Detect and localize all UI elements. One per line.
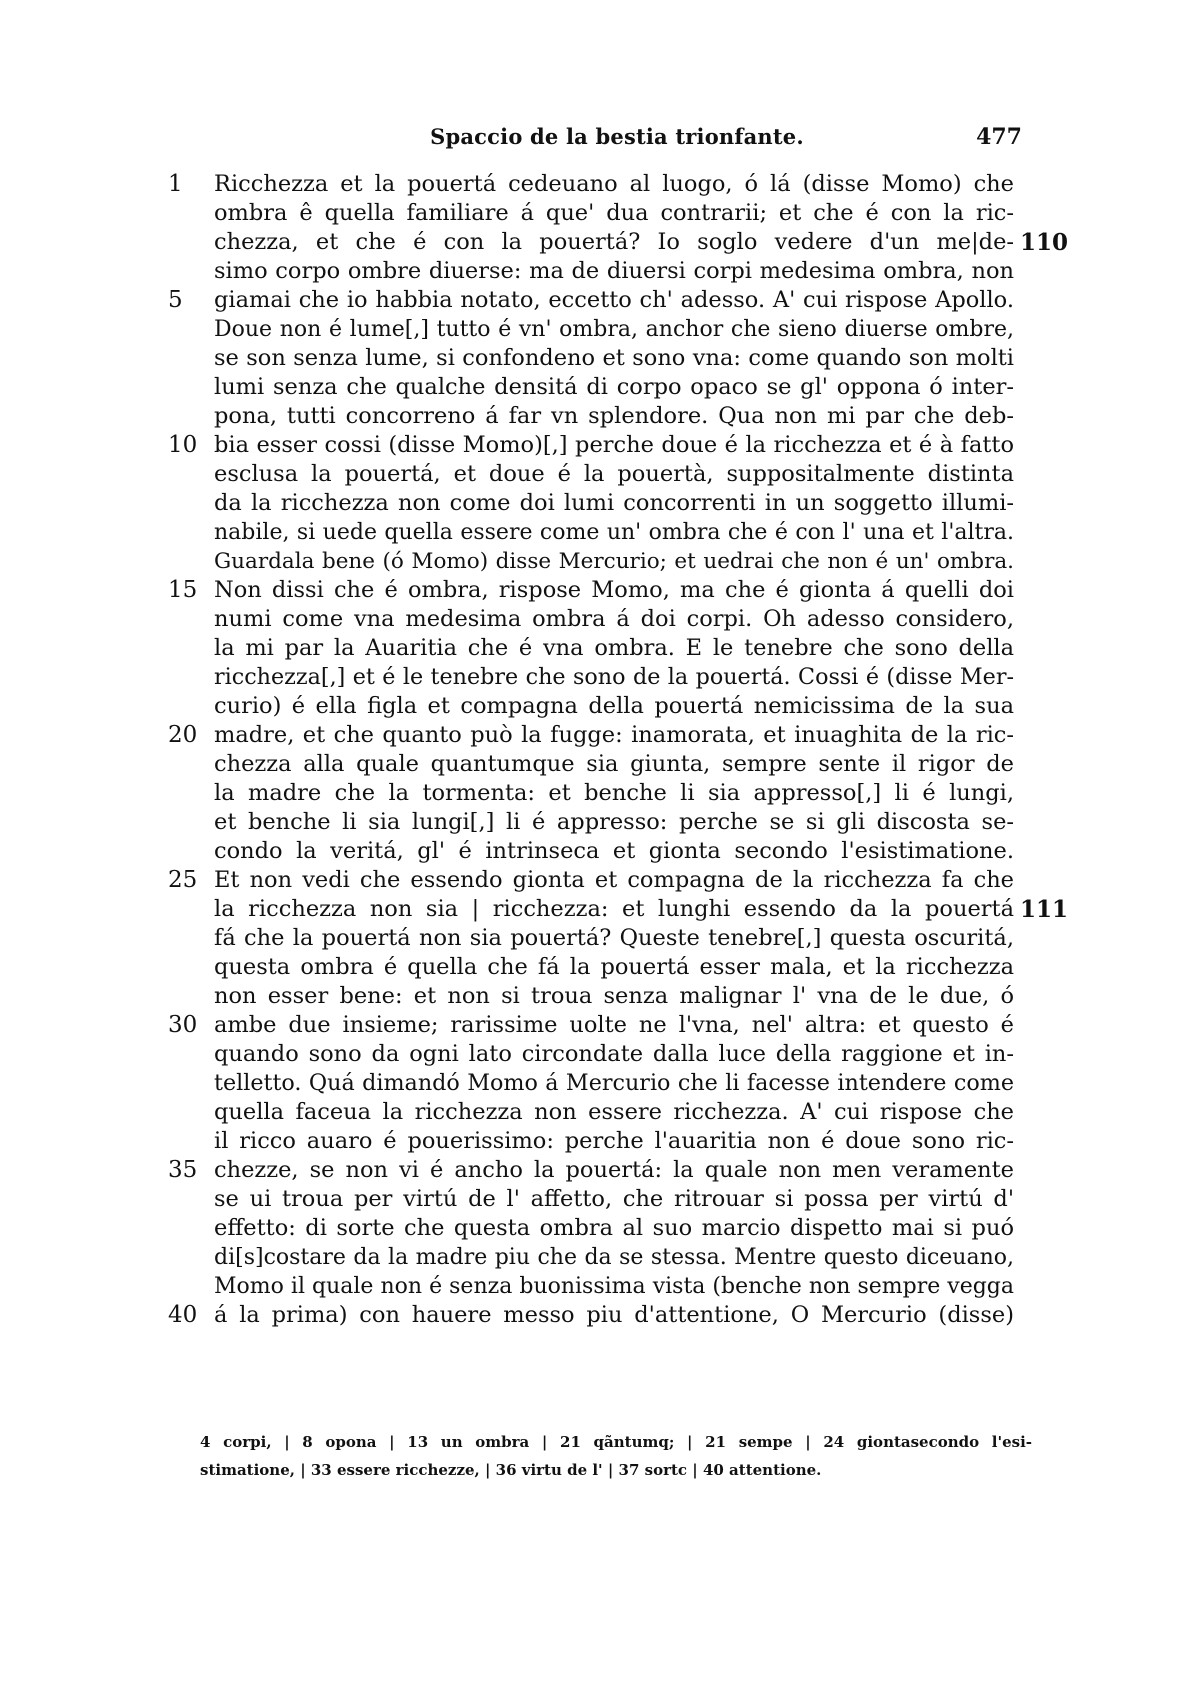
text-line [168, 634, 1068, 663]
body-text [168, 170, 1068, 1330]
line-text: madre, et che quanto può la fugge: inamorata, et inuaghita de la ric- [214, 722, 1014, 748]
line-number: 5 [168, 287, 183, 313]
text-line [168, 779, 1068, 808]
text-line [168, 895, 1068, 924]
text-line [168, 170, 1068, 199]
line-text: chezza alla quale quantumque sia giunta, sempre sente il rigor de [214, 751, 1014, 777]
text-line [168, 1156, 1068, 1185]
text-line [168, 982, 1068, 1011]
running-head-title: Spaccio de la bestia trionfante. [430, 124, 804, 149]
text-line [168, 257, 1068, 286]
line-text: esclusa la pouertá, et doue é la pouertà, suppositalmente distinta [214, 461, 1014, 487]
text-line [168, 837, 1068, 866]
line-text: Guardala bene (ó Momo) disse Mercurio; et uedrai che non é un' ombra. [214, 549, 1014, 574]
line-text: bia esser cossi (disse Momo)[,] perche doue é la ricchezza et é à fatto [214, 432, 1014, 458]
line-text: condo la veritá, gl' é intrinseca et gionta secondo l'esistimatione. [214, 838, 1014, 864]
line-text: questa ombra é quella che fá la pouertá esser mala, et la ricchezza [214, 954, 1014, 980]
text-line [168, 953, 1068, 982]
line-number: 20 [168, 722, 198, 748]
line-text: Non dissi che é ombra, rispose Momo, ma che é gionta á quelli doi [214, 577, 1014, 603]
line-text: giamai che io habbia notato, eccetto ch' adesso. A' cui rispose Apollo. [214, 287, 1014, 313]
line-text: et benche li sia lungi[,] li é appresso: perche se si gli discosta se- [214, 809, 1014, 835]
text-line [168, 286, 1068, 315]
text-line [168, 373, 1068, 402]
line-text: ricchezza[,] et é le tenebre che sono de la pouertá. Cossi é (disse Mer- [214, 664, 1014, 690]
line-text: se ui troua per virtú de l' affetto, che ritrouar si possa per virtú d' [214, 1186, 1014, 1212]
text-line [168, 315, 1068, 344]
line-text: Momo il quale non é senza buonissima vista (benche non sempre vegga [214, 1274, 1014, 1299]
footnote-line: 4 corpi, | 8 opona | 13 un ombra | 21 qãntumq; | 21 sempe | 24 giontasecondo l'esi- [200, 1433, 1032, 1451]
line-text: telletto. Quá dimandó Momo á Mercurio che li facesse intendere come [214, 1070, 1014, 1096]
line-number: 35 [168, 1157, 198, 1183]
line-text: quando sono da ogni lato circondate dalla luce della raggione et in- [214, 1041, 1014, 1067]
line-text: nabile, si uede quella essere come un' ombra che é con l' una et l'altra. [214, 520, 1014, 545]
margin-page-ref: 111 [1020, 896, 1069, 923]
text-line [168, 663, 1068, 692]
text-line [168, 924, 1068, 953]
running-head [212, 124, 1022, 154]
line-text: la ricchezza non sia | ricchezza: et lunghi essendo da la pouertá [214, 896, 1014, 922]
text-line [168, 605, 1068, 634]
line-number: 15 [168, 577, 198, 603]
line-number: 25 [168, 867, 198, 893]
line-text: Ricchezza et la pouertá cedeuano al luogo, ó lá (disse Momo) che [214, 171, 1014, 197]
line-text: effetto: di sorte che questa ombra al suo marcio dispetto mai si puó [214, 1215, 1014, 1241]
line-number: 1 [168, 171, 183, 197]
line-text: la mi par la Auaritia che é vna ombra. E le tenebre che sono della [214, 635, 1014, 661]
line-text: ambe due insieme; rarissime uolte ne l'vna, nel' altra: et questo é [214, 1012, 1014, 1038]
line-text: da la ricchezza non come doi lumi concorrenti in un soggetto illumi- [214, 490, 1014, 516]
line-text: numi come vna medesima ombra á doi corpi. Oh adesso considero, [214, 606, 1014, 632]
line-number: 10 [168, 432, 198, 458]
line-text: á la prima) con hauere messo piu d'attentione, O Mercurio (disse) [214, 1302, 1014, 1328]
text-line [168, 1040, 1068, 1069]
footnotes [200, 1428, 1032, 1484]
text-line [168, 402, 1068, 431]
text-line [168, 721, 1068, 750]
text-line [168, 1272, 1068, 1301]
text-line [168, 1243, 1068, 1272]
text-line [168, 1127, 1068, 1156]
line-text: il ricco auaro é pouerissimo: perche l'auaritia non é doue sono ric- [214, 1128, 1014, 1154]
line-text: se son senza lume, si confondeno et sono vna: come quando son molti [214, 345, 1014, 371]
text-line [168, 866, 1068, 895]
line-text: non esser bene: et non si troua senza malignar l' vna de le due, ó [214, 983, 1014, 1009]
line-text: fá che la pouertá non sia pouertá? Queste tenebre[,] questa oscuritá, [214, 925, 1014, 951]
text-line [168, 228, 1068, 257]
footnote-line: stimatione, | 33 essere ricchezze, | 36 virtu de l' | 37 sortc | 40 attentione. [200, 1461, 822, 1479]
line-text: Doue non é lume[,] tutto é vn' ombra, anchor che sieno diuerse ombre, [214, 317, 1014, 342]
text-line [168, 489, 1068, 518]
text-line [168, 750, 1068, 779]
text-line [168, 547, 1068, 576]
line-text: chezze, se non vi é ancho la pouertá: la quale non men veramente [214, 1157, 1014, 1183]
text-line [168, 1301, 1068, 1330]
line-number: 30 [168, 1012, 198, 1038]
line-text: la madre che la tormenta: et benche li sia appresso[,] li é lungi, [214, 780, 1014, 806]
line-text: quella faceua la ricchezza non essere ricchezza. A' cui rispose che [214, 1099, 1014, 1125]
line-text: pona, tutti concorreno á far vn splendore. Qua non mi par che deb- [214, 403, 1014, 429]
text-line [168, 199, 1068, 228]
line-text: curio) é ella figla et compagna della pouertá nemicissima de la sua [214, 693, 1014, 719]
text-line [168, 460, 1068, 489]
text-line [168, 431, 1068, 460]
line-text: di[s]costare da la madre piu che da se stessa. Mentre questo diceuano, [214, 1245, 1014, 1270]
text-line [168, 1098, 1068, 1127]
line-text: lumi senza che qualche densitá di corpo opaco se gl' oppona ó inter- [214, 374, 1014, 400]
line-text: Et non vedi che essendo gionta et compagna de la ricchezza fa che [214, 867, 1014, 893]
page-number: 477 [976, 124, 1022, 150]
text-line [168, 1011, 1068, 1040]
text-line [168, 518, 1068, 547]
line-text: chezza, et che é con la pouertá? Io soglo vedere d'un me|de- [214, 229, 1014, 255]
text-line [168, 1214, 1068, 1243]
text-line [168, 1069, 1068, 1098]
text-line [168, 692, 1068, 721]
text-line [168, 808, 1068, 837]
text-line [168, 576, 1068, 605]
text-line [168, 344, 1068, 373]
margin-page-ref: 110 [1020, 229, 1069, 256]
text-line [168, 1185, 1068, 1214]
line-text: simo corpo ombre diuerse: ma de diuersi corpi medesima ombra, non [214, 258, 1014, 284]
line-text: ombra ê quella familiare á que' dua contrarii; et che é con la ric- [214, 200, 1014, 226]
line-number: 40 [168, 1302, 198, 1328]
